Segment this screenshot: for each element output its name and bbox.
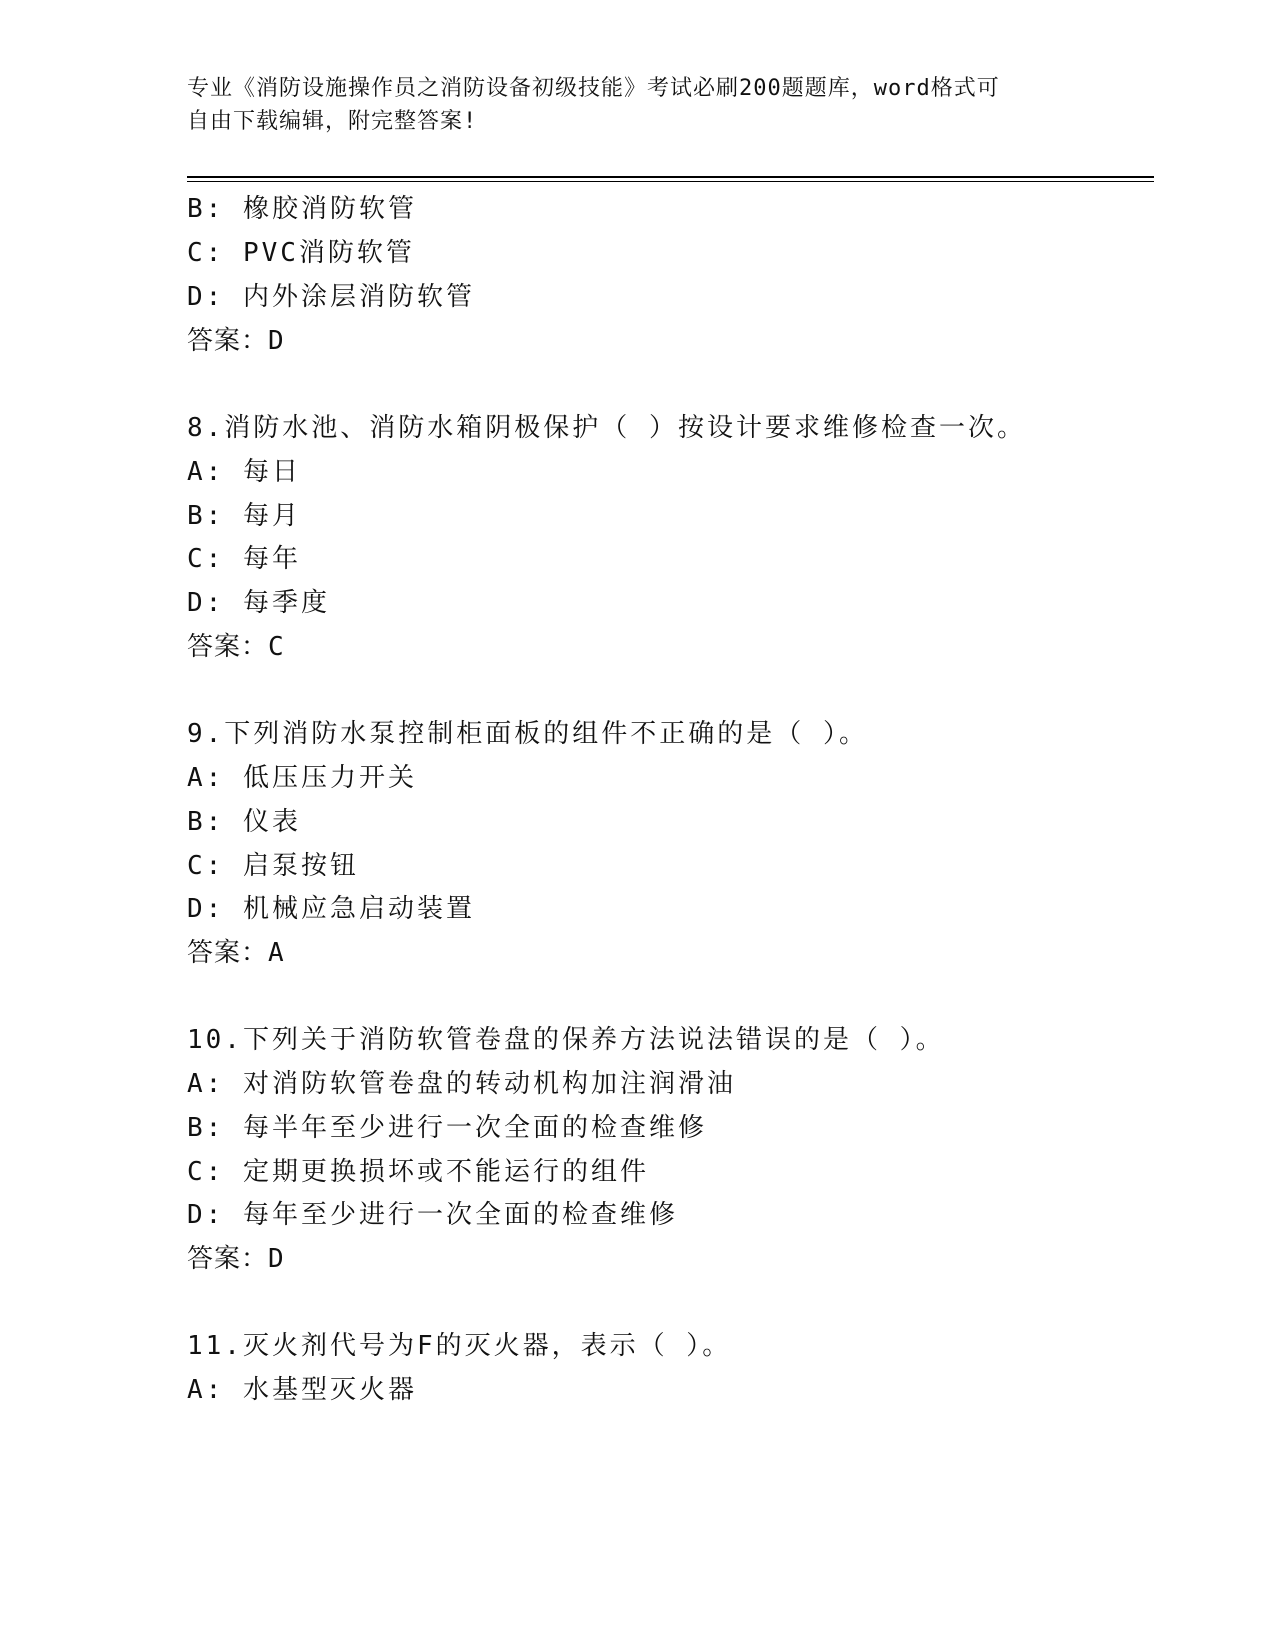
header-divider-thick: [187, 176, 1154, 178]
q7-option-d: D: 内外涂层消防软管: [187, 282, 475, 312]
header-divider-thin: [187, 181, 1154, 182]
q8-answer: 答案：C: [187, 632, 285, 662]
document-header: [187, 72, 1067, 138]
q9-option-b: B: 仪表: [187, 807, 301, 837]
q8-stem: 8.消防水池、消防水箱阴极保护（ ）按设计要求维修检查一次。: [187, 413, 1026, 443]
q8-option-d: D: 每季度: [187, 588, 330, 618]
q11-stem: 11.灭火剂代号为F的灭火器，表示（ ）。: [187, 1331, 732, 1361]
q7-option-b: B: 橡胶消防软管: [187, 194, 417, 224]
q11-option-a: A: 水基型灭火器: [187, 1375, 417, 1405]
q10-option-a: A: 对消防软管卷盘的转动机构加注润滑油: [187, 1069, 736, 1099]
q10-answer: 答案：D: [187, 1244, 285, 1274]
q10-stem: 10.下列关于消防软管卷盘的保养方法说法错误的是（ ）。: [187, 1025, 945, 1055]
header-title-line-2: 自由下载编辑，附完整答案!: [187, 109, 478, 134]
q9-option-a: A: 低压压力开关: [187, 763, 417, 793]
q8-option-b: B: 每月: [187, 501, 301, 531]
q9-option-d: D: 机械应急启动装置: [187, 894, 475, 924]
q9-stem: 9.下列消防水泵控制柜面板的组件不正确的是（ ）。: [187, 719, 868, 749]
q10-option-d: D: 每年至少进行一次全面的检查维修: [187, 1200, 678, 1230]
q8-option-c: C: 每年: [187, 544, 301, 574]
q7-option-c: C: PVC消防软管: [187, 238, 415, 268]
q10-option-c: C: 定期更换损坏或不能运行的组件: [187, 1157, 649, 1187]
q8-option-a: A: 每日: [187, 457, 301, 487]
q9-answer: 答案：A: [187, 938, 285, 968]
q10-option-b: B: 每半年至少进行一次全面的检查维修: [187, 1113, 707, 1143]
q7-answer: 答案：D: [187, 326, 285, 356]
q9-option-c: C: 启泵按钮: [187, 851, 359, 881]
header-title-line-1: 专业《消防设施操作员之消防设备初级技能》考试必刷200题题库，word格式可: [187, 76, 1000, 101]
